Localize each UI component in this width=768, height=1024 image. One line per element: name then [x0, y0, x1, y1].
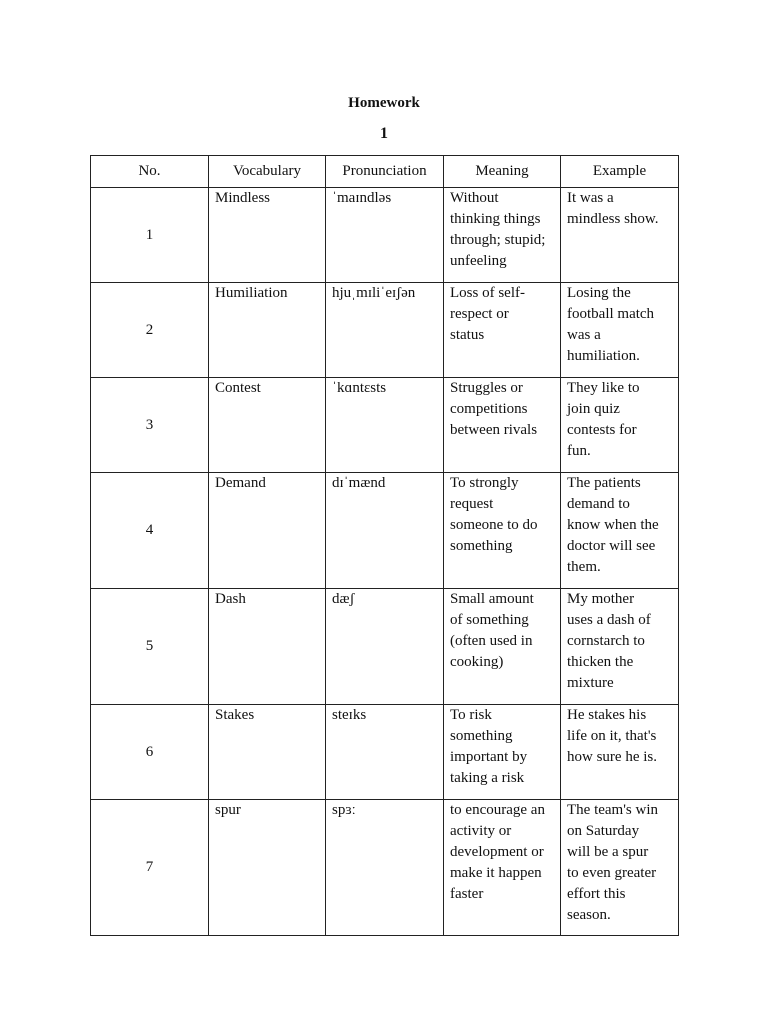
- row-number: 3: [91, 378, 209, 473]
- example-cell: The patients demand to know when the doctor will see them.: [561, 473, 679, 589]
- row-number: 2: [91, 283, 209, 378]
- meaning-cell: to encourage an activity or development or make it happen faster: [444, 800, 561, 936]
- meaning-cell: Without thinking things through; stupid; unfeeling: [444, 188, 561, 283]
- row-number: 4: [91, 473, 209, 589]
- meaning-cell: To risk something important by taking a risk: [444, 705, 561, 800]
- pronunciation-cell: hjuˌmɪliˈeɪʃən: [326, 283, 444, 378]
- vocabulary-cell: Dash: [209, 589, 326, 705]
- meaning-cell: Struggles or competitions between rivals: [444, 378, 561, 473]
- header-example: Example: [561, 156, 679, 188]
- table-row: [91, 378, 679, 473]
- header-pronunciation: Pronunciation: [326, 156, 444, 188]
- pronunciation-cell: dæʃ: [326, 589, 444, 705]
- header-vocabulary: Vocabulary: [209, 156, 326, 188]
- example-cell: It was a mindless show.: [561, 188, 679, 283]
- header-meaning: Meaning: [444, 156, 561, 188]
- pronunciation-cell: spɜː: [326, 800, 444, 936]
- pronunciation-cell: dɪˈmænd: [326, 473, 444, 589]
- meaning-cell: To strongly request someone to do something: [444, 473, 561, 589]
- table-row: [91, 283, 679, 378]
- header-no: No.: [91, 156, 209, 188]
- example-cell: The team's win on Saturday will be a spur to even greater effort this season.: [561, 800, 679, 936]
- vocabulary-cell: Stakes: [209, 705, 326, 800]
- pronunciation-cell: ˈmaɪndləs: [326, 188, 444, 283]
- table-row: [91, 188, 679, 283]
- vocabulary-table: [90, 155, 679, 936]
- table-row: [91, 473, 679, 589]
- vocabulary-cell: Contest: [209, 378, 326, 473]
- table-header-row: [91, 156, 679, 188]
- table-row: [91, 589, 679, 705]
- meaning-cell: Small amount of something (often used in cooking): [444, 589, 561, 705]
- table-row: [91, 800, 679, 936]
- row-number: 1: [91, 188, 209, 283]
- vocabulary-cell: spur: [209, 800, 326, 936]
- meaning-cell: Loss of self- respect or status: [444, 283, 561, 378]
- row-number: 5: [91, 589, 209, 705]
- document-title: Homework: [348, 95, 420, 111]
- example-cell: They like to join quiz contests for fun.: [561, 378, 679, 473]
- example-cell: My mother uses a dash of cornstarch to thicken the mixture: [561, 589, 679, 705]
- vocabulary-cell: Humiliation: [209, 283, 326, 378]
- pronunciation-cell: ˈkɑntɛsts: [326, 378, 444, 473]
- example-cell: Losing the football match was a humiliation.: [561, 283, 679, 378]
- table-row: [91, 705, 679, 800]
- example-cell: He stakes his life on it, that's how sure he is.: [561, 705, 679, 800]
- row-number: 6: [91, 705, 209, 800]
- homework-number: 1: [380, 125, 388, 142]
- vocabulary-cell: Demand: [209, 473, 326, 589]
- vocabulary-cell: Mindless: [209, 188, 326, 283]
- pronunciation-cell: steɪks: [326, 705, 444, 800]
- row-number: 7: [91, 800, 209, 936]
